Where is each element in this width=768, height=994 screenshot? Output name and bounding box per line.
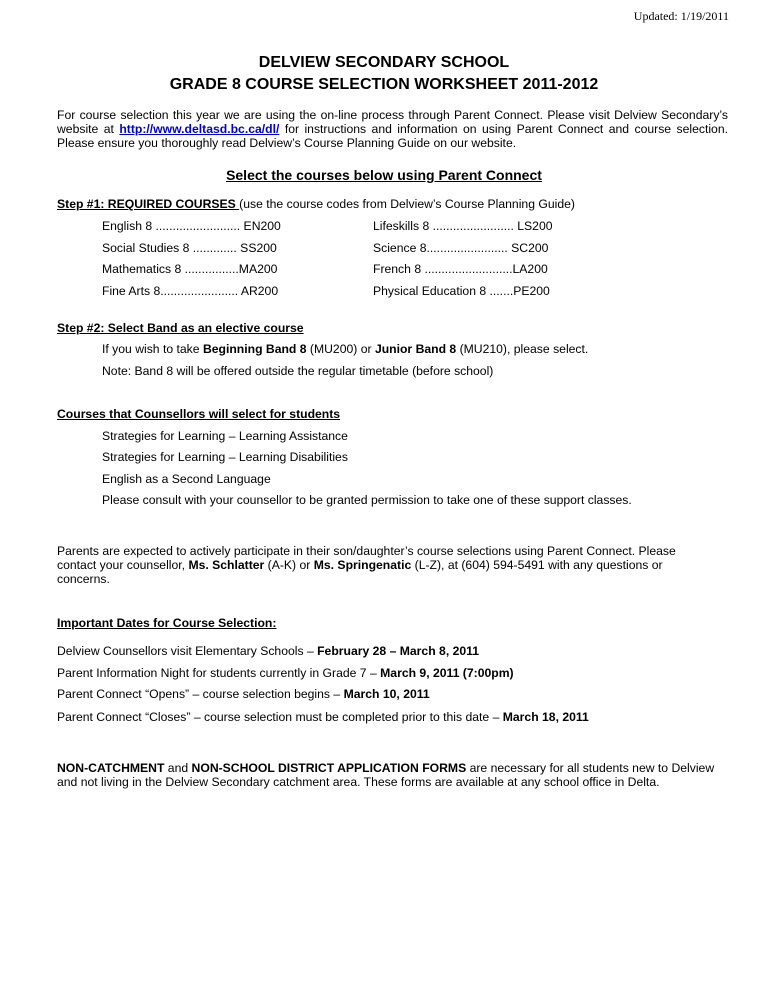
counsellors-heading: Courses that Counsellors will select for students bbox=[57, 407, 341, 421]
dates-heading-line bbox=[57, 616, 276, 630]
counsellor-course: English as a Second Language bbox=[102, 472, 271, 486]
dates-heading: Important Dates for Course Selection: bbox=[57, 616, 277, 630]
date-item-date: March 18, 2011 bbox=[502, 710, 589, 724]
intro-text-2: for instructions and information on using Parent Connect and course selection. Please ensure you thoroughly read Delview’s Course Planning Guide on our website. bbox=[57, 122, 728, 150]
counsellor-schlatter: Ms. Schlatter bbox=[188, 558, 265, 572]
date-item-text: Parent Information Night for students currently in Grade 7 – bbox=[57, 666, 381, 680]
date-item bbox=[57, 666, 514, 680]
beginning-band: Beginning Band 8 bbox=[202, 342, 307, 356]
course-english: English 8 ......................... EN200 bbox=[102, 219, 281, 233]
date-item-date: March 10, 2011 bbox=[343, 687, 430, 701]
course-mathematics: Mathematics 8 ................MA200 bbox=[102, 262, 278, 276]
school-name: DELVIEW SECONDARY SCHOOL bbox=[258, 54, 510, 71]
band-selection-line bbox=[102, 342, 588, 356]
course-fine-arts: Fine Arts 8....................... AR200 bbox=[102, 284, 279, 298]
course-social-studies: Social Studies 8 ............. SS200 bbox=[102, 241, 277, 255]
step1-heading-line bbox=[57, 197, 575, 211]
junior-band: Junior Band 8 bbox=[374, 342, 457, 356]
forms-text-2: are necessary for all students new to Delview and not living in the Delview Secondary catchment area. These forms are available at any school office in Delta. bbox=[57, 761, 715, 789]
date-item bbox=[57, 710, 589, 724]
counsellor-springenatic: Ms. Springenatic bbox=[313, 558, 412, 572]
non-catchment: NON-CATCHMENT bbox=[57, 761, 165, 775]
course-lifeskills: Lifeskills 8 ........................ LS200 bbox=[373, 219, 553, 233]
date-item-text: Parent Connect “Opens” – course selection begins – bbox=[57, 687, 344, 701]
forms-text-1: and bbox=[164, 761, 192, 775]
forms-paragraph bbox=[57, 761, 737, 789]
application-forms: NON-SCHOOL DISTRICT APPLICATION FORMS bbox=[191, 761, 467, 775]
page-title: GRADE 8 COURSE SELECTION WORKSHEET 2011-2012 bbox=[169, 76, 599, 93]
counsellor-course: Strategies for Learning – Learning Assistance bbox=[102, 429, 348, 443]
updated-date: Updated: 1/19/2011 bbox=[633, 9, 729, 23]
counsellor-note: Please consult with your counsellor to be granted permission to take one of these support classes. bbox=[102, 493, 632, 507]
select-heading: Select the courses below using Parent Connect bbox=[226, 167, 542, 183]
date-item bbox=[57, 687, 430, 701]
date-item-text: Parent Connect “Closes” – course selection must be completed prior to this date – bbox=[57, 710, 503, 724]
date-item-date: March 9, 2011 (7:00pm) bbox=[380, 666, 514, 680]
parents-text-2: (A-K) or bbox=[264, 558, 314, 572]
step2-heading-line bbox=[57, 321, 304, 335]
course-french: French 8 ..........................LA200 bbox=[373, 262, 548, 276]
band-text-3: (MU210), please select. bbox=[456, 342, 589, 356]
step1-heading: Step #1: REQUIRED COURSES bbox=[57, 197, 240, 211]
website-link[interactable]: http://www.deltasd.bc.ca/dl/ bbox=[119, 122, 280, 136]
intro-paragraph bbox=[57, 108, 728, 150]
parents-text-1: Parents are expected to actively participate in their son/daughter’s course selections using Parent Connect. Please contact your counsellor, bbox=[57, 544, 676, 572]
intro-text-1: For course selection this year we are using the on-line process through Parent Connect. Please visit Delview Secondary’s website at bbox=[57, 108, 728, 136]
step2-heading: Step #2: Select Band as an elective course bbox=[57, 321, 304, 335]
band-text-2: (MU200) or bbox=[306, 342, 375, 356]
course-science: Science 8........................ SC200 bbox=[373, 241, 549, 255]
step1-note: (use the course codes from Delview’s Course Planning Guide) bbox=[239, 197, 575, 211]
course-physical-education: Physical Education 8 .......PE200 bbox=[373, 284, 550, 298]
date-item bbox=[57, 644, 479, 658]
parents-paragraph bbox=[57, 544, 717, 586]
band-text-1: If you wish to take bbox=[102, 342, 203, 356]
date-item-date: February 28 – March 8, 2011 bbox=[317, 644, 480, 658]
date-item-text: Delview Counsellors visit Elementary Schools – bbox=[57, 644, 318, 658]
band-note: Note: Band 8 will be offered outside the regular timetable (before school) bbox=[102, 364, 494, 378]
counsellors-heading-line bbox=[57, 407, 340, 421]
counsellor-course: Strategies for Learning – Learning Disabilities bbox=[102, 450, 348, 464]
parents-text-3: (L-Z), at (604) 594-5491 with any questions or concerns. bbox=[57, 558, 663, 586]
